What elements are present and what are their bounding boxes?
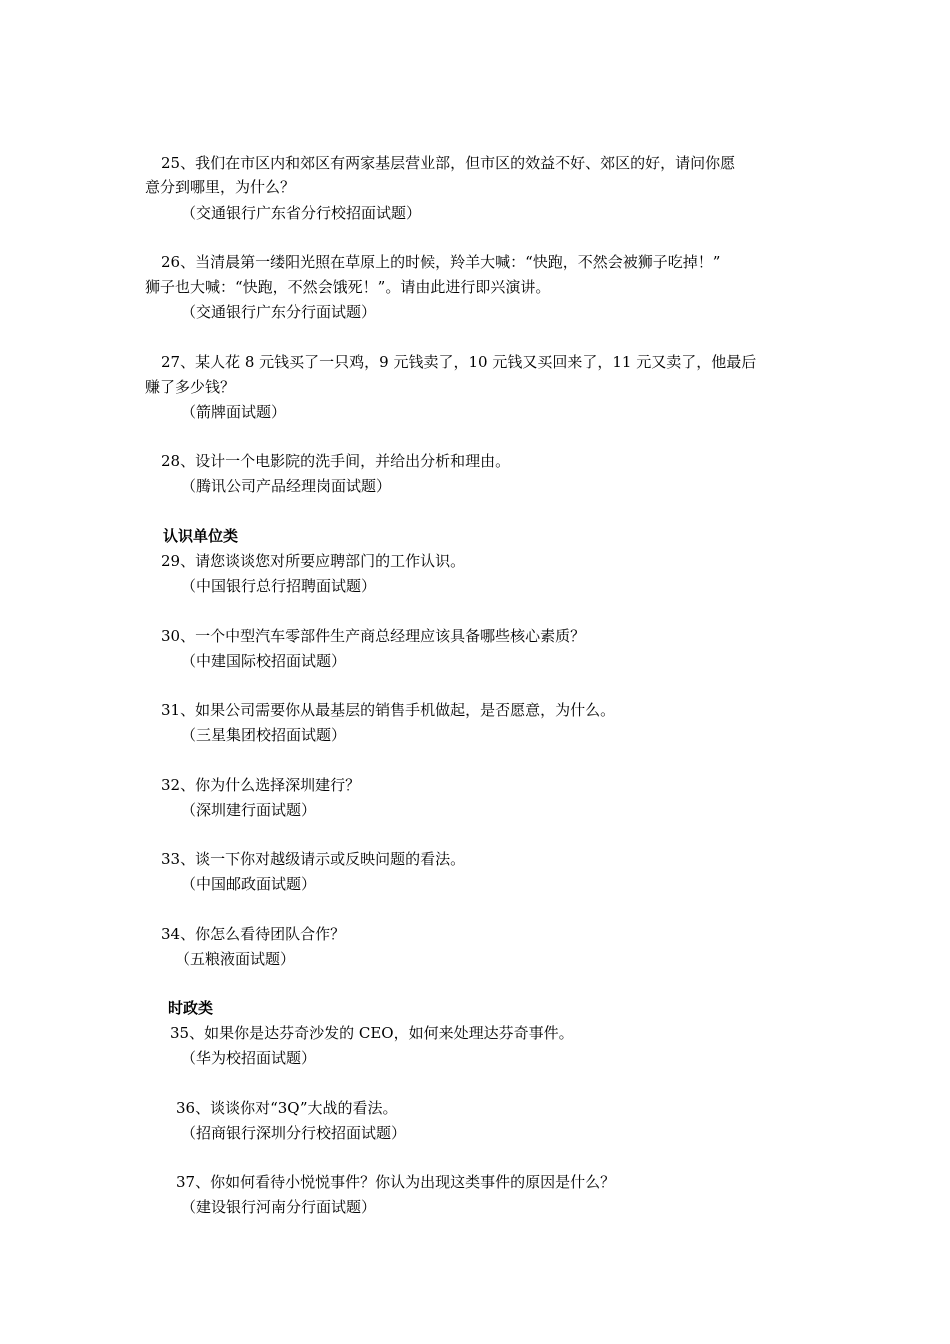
- question-text: 29、请您谈谈您对所要应聘部门的工作认识。: [161, 552, 466, 570]
- question-source: （中国邮政面试题）: [181, 875, 317, 893]
- question-source: （华为校招面试题）: [181, 1049, 317, 1067]
- question-text: 36、谈谈你对“3Q”大战的看法。: [176, 1099, 398, 1117]
- question-text: 35、如果你是达芬奇沙发的 CEO，如何来处理达芬奇事件。: [170, 1024, 574, 1042]
- question-source: （中建国际校招面试题）: [181, 652, 347, 670]
- section-heading-unit: 认识单位类: [163, 527, 239, 545]
- question-source: （箭牌面试题）: [181, 403, 287, 421]
- question-text: 27、某人花 8 元钱买了一只鸡，9 元钱卖了，10 元钱又买回来了，11 元又卖了，他最后: [161, 353, 757, 371]
- section-heading-politics: 时政类: [168, 999, 214, 1017]
- question-text: 30、一个中型汽车零部件生产商总经理应该具备哪些核心素质？: [161, 627, 586, 645]
- question-source: （中国银行总行招聘面试题）: [181, 577, 377, 595]
- question-text: 26、当清晨第一缕阳光照在草原上的时候，羚羊大喊：“快跑，不然会被狮子吃掉！”: [161, 253, 721, 271]
- question-text-continued: 意分到哪里，为什么？: [145, 178, 296, 196]
- question-text: 33、谈一下你对越级请示或反映问题的看法。: [161, 850, 466, 868]
- question-text: 25、我们在市区内和郊区有两家基层营业部，但市区的效益不好、郊区的好，请问你愿: [161, 154, 736, 172]
- question-text: 34、你怎么看待团队合作？: [161, 925, 346, 943]
- question-source: （交通银行广东省分行校招面试题）: [181, 204, 422, 222]
- question-source: （招商银行深圳分行校招面试题）: [181, 1124, 407, 1142]
- question-source: （建设银行河南分行面试题）: [181, 1198, 377, 1216]
- question-text-continued: 赚了多少钱？: [145, 378, 236, 396]
- question-text: 31、如果公司需要你从最基层的销售手机做起，是否愿意，为什么。: [161, 701, 616, 719]
- question-source: （三星集团校招面试题）: [181, 726, 347, 744]
- question-text-continued: 狮子也大喊：“快跑，不然会饿死！”。请由此进行即兴演讲。: [145, 278, 551, 296]
- question-text: 28、设计一个电影院的洗手间，并给出分析和理由。: [161, 452, 511, 470]
- question-source: （深圳建行面试题）: [181, 801, 317, 819]
- question-source: （交通银行广东分行面试题）: [181, 303, 377, 321]
- question-text: 37、你如何看待小悦悦事件？你认为出现这类事件的原因是什么？: [176, 1173, 616, 1191]
- question-source: （腾讯公司产品经理岗面试题）: [181, 477, 392, 495]
- question-source: （五粮液面试题）: [175, 950, 296, 968]
- question-text: 32、你为什么选择深圳建行？: [161, 776, 361, 794]
